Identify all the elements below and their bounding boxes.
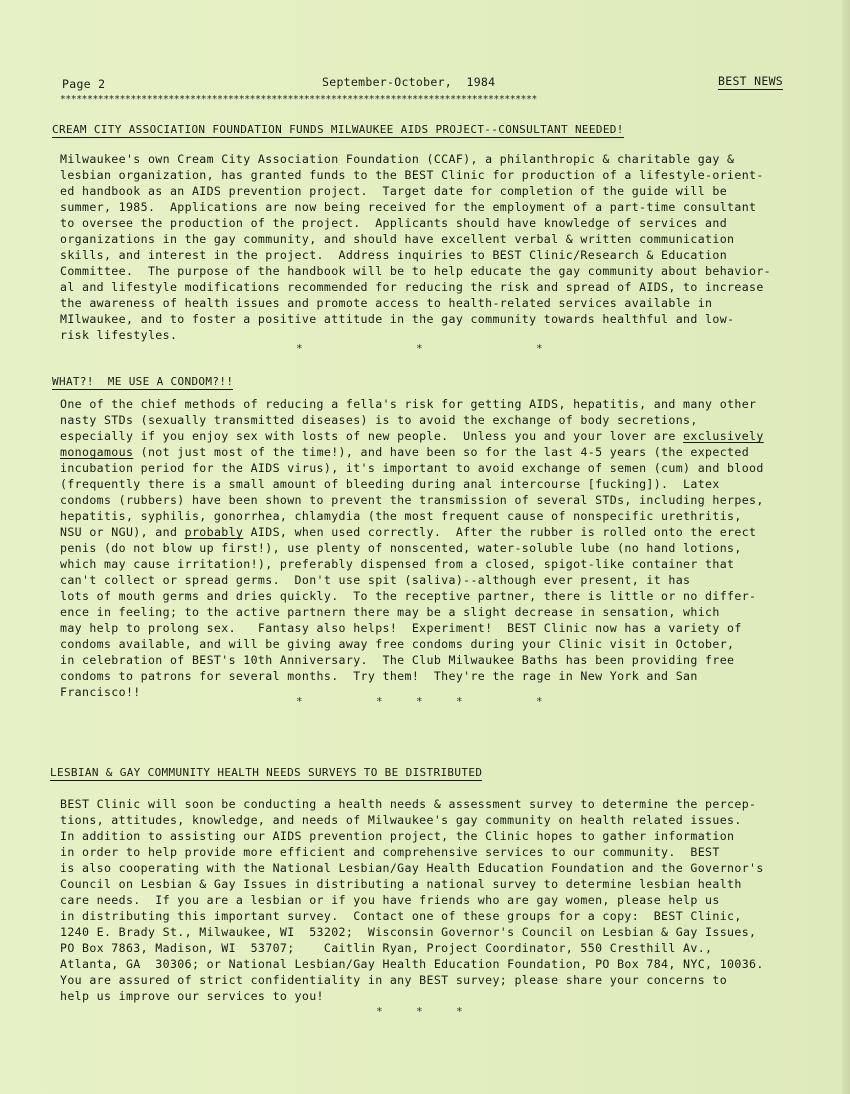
body-line-text: AIDS, when used correctly. After the rubber is rolled onto the erect [243,525,757,539]
body-line: ence in feeling; to the active partnern there may be a slight decrease in sensation, which [60,605,720,619]
body-line: hepatitis, syphilis, gonorrhea, chlamydia (the most frequent cause of nonspecific urethritis, [60,509,742,523]
body-line: 1240 E. Brady St., Milwaukee, WI 53202; Wisconsin Governor's Council on Lesbian & Gay Issues, [60,925,757,939]
body-line: risk lifestyles. [60,328,178,342]
body-line: is also cooperating with the National Lesbian/Gay Health Education Foundation and the Governor's [60,861,764,875]
section-separator-star: * [376,1005,383,1018]
body-line: You are assured of strict confidentiality in any BEST survey; please share your concerns to [60,973,728,987]
underlined-word: monogamous [60,445,134,459]
section-separator-star: * [416,695,423,708]
article-surveys-body [60,796,830,1004]
body-line [60,524,830,540]
body-line: lots of mouth germs and dries quickly. To the receptive partner, there is little or no differ- [60,589,757,603]
section-separator-star: * [536,695,543,708]
body-line: In addition to assisting our AIDS prevention project, the Clinic hopes to gather information [60,829,735,843]
section-separator-star: * [456,695,463,708]
body-line-text: especially if you enjoy sex with losts of new people. Unless you and your lover are [60,429,684,443]
body-line: skills, and interest in the project. Address inquiries to BEST Clinic/Research & Education [60,248,728,262]
body-line: incubation period for the AIDS virus), it's important to avoid exchange of semen (cum) and blood [60,461,764,475]
body-line: al and lifestyle modifications recommended for reducing the risk and spread of AIDS, to increase [60,280,764,294]
body-line: Atlanta, GA 30306; or National Lesbian/Gay Health Education Foundation, PO Box 784, NYC, 10036. [60,957,764,971]
body-line: PO Box 7863, Madison, WI 53707; Caitlin Ryan, Project Coordinator, 550 Cresthill Av., [60,941,713,955]
underlined-word: exclusively [683,429,764,443]
body-line: help us improve our services to you! [60,989,324,1003]
body-line: penis (do not blow up first!), use plenty of nonscented, water-soluble lube (no hand lotions, [60,541,742,555]
body-line: to oversee the production of the project. Applicants should have knowledge of services and [60,216,728,230]
body-line: lesbian organization, has granted funds to the BEST Clinic for production of a lifestyle-orient- [60,168,764,182]
article-condom-body [60,396,830,700]
headline-condom: WHAT?! ME USE A CONDOM?!! [52,375,234,388]
body-line-text: NSU or NGU), and [60,525,185,539]
section-separator-star: * [296,695,303,708]
body-line: Francisco!! [60,685,141,699]
underlined-word: probably [184,525,244,539]
body-line: which may cause irritation!), preferably dispensed from a closed, spigot-like container that [60,557,735,571]
body-line: condoms to patrons for several months. Try them! They're the rage in New York and San [60,669,698,683]
body-line: Council on Lesbian & Gay Issues in distributing a national survey to determine lesbian health [60,877,742,891]
body-line: in celebration of BEST's 10th Anniversary. The Club Milwaukee Baths has been providing free [60,653,735,667]
body-line: care needs. If you are a lesbian or if you have friends who are gay women, please help us [60,893,720,907]
newsletter-title: BEST NEWS [718,74,784,88]
body-line: BEST Clinic will soon be conducting a health needs & assessment survey to determine the percep- [60,797,757,811]
body-line: in distributing this important survey. Contact one of these groups for a copy: BEST Clinic, [60,909,742,923]
body-line: tions, attitudes, knowledge, and needs of Milwaukee's gay community on health related issues. [60,813,742,827]
body-line: condoms (rubbers) have been shown to prevent the transmission of several STDs, including herpes, [60,493,764,507]
section-separator-star: * [296,342,303,355]
section-separator-star: * [456,1005,463,1018]
body-line [60,444,830,460]
section-separator-star: * [376,695,383,708]
issue-date: September-October, 1984 [322,75,496,89]
section-separator-star: * [536,342,543,355]
body-line: in order to help provide more efficient and comprehensive services to our community. BEST [60,845,720,859]
body-line: MIlwaukee, and to foster a positive attitude in the gay community towards healthful and low- [60,312,735,326]
body-line: ed handbook as an AIDS prevention project. Target date for completion of the guide will be [60,184,728,198]
body-line: may help to prolong sex. Fantasy also helps! Experiment! BEST Clinic now has a variety of [60,621,742,635]
body-line: One of the chief methods of reducing a fella's risk for getting AIDS, hepatitis, and many other [60,397,757,411]
headline-ccaf-funds: CREAM CITY ASSOCIATION FOUNDATION FUNDS MILWAUKEE AIDS PROJECT--CONSULTANT NEEDED! [52,123,624,136]
section-separator-star: * [416,1005,423,1018]
body-line: Committee. The purpose of the handbook will be to help educate the gay community about behavior- [60,264,772,278]
body-line: (frequently there is a small amount of bleeding during anal intercourse [fucking]). Latex [60,477,720,491]
body-line: summer, 1985. Applications are now being received for the employment of a part-time consultant [60,200,757,214]
body-line: nasty STDs (sexually transmitted diseases) is to avoid the exchange of body secretions, [60,413,698,427]
asterisk-rule: **************************************************************************************** [60,94,537,105]
body-line: the awareness of health issues and promote access to health-related services available in [60,296,713,310]
page-edge [842,0,850,1094]
body-line: can't collect or spread germs. Don't use spit (saliva)--although ever present, it has [60,573,691,587]
section-separator-star: * [416,342,423,355]
body-line: Milwaukee's own Cream City Association Foundation (CCAF), a philanthropic & charitable gay & [60,152,735,166]
headline-surveys: LESBIAN & GAY COMMUNITY HEALTH NEEDS SURVEYS TO BE DISTRIBUTED [50,766,483,779]
body-line: condoms available, and will be giving away free condoms during your Clinic visit in October, [60,637,735,651]
body-line [60,428,830,444]
body-line-text: (not just most of the time!), and have been so for the last 4-5 years (the expected [133,445,750,459]
article-ccaf-body [60,151,830,343]
page-number: Page 2 [62,77,106,91]
body-line: organizations in the gay community, and should have excellent verbal & written communication [60,232,735,246]
